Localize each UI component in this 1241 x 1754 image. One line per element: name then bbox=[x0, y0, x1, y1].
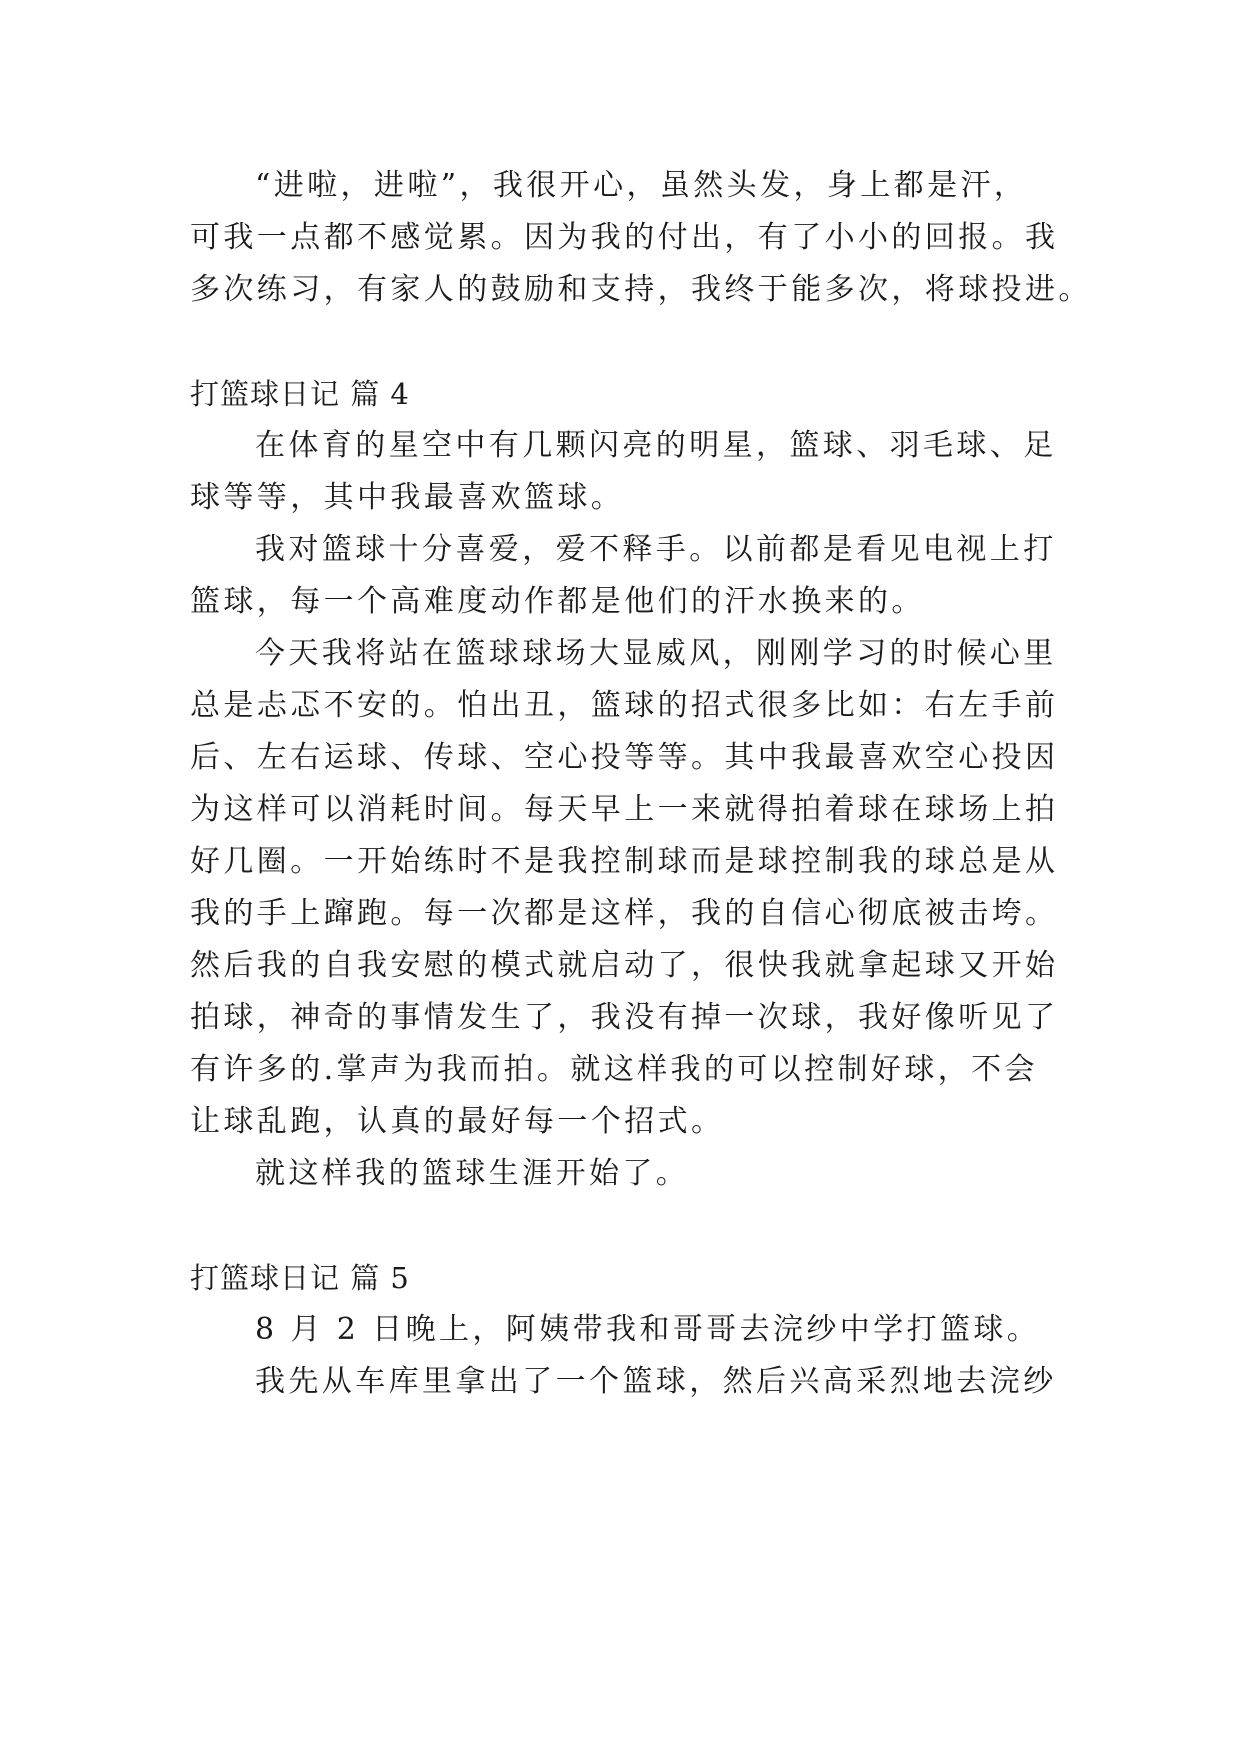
paragraph-line: 篮球，每一个高难度动作都是他们的汗水换来的。 bbox=[190, 584, 925, 619]
paragraph-line: 我先从车库里拿出了一个篮球，然后兴高采烈地去浣纱 bbox=[255, 1364, 1057, 1399]
paragraph-line: 可我一点都不感觉累。因为我的付出，有了小小的回报。我 bbox=[190, 220, 1059, 255]
paragraph-line: 让球乱跑，认真的最好每一个招式。 bbox=[190, 1104, 725, 1139]
paragraph-line: 8 月 2 日晚上，阿姨带我和哥哥去浣纱中学打篮球。 bbox=[255, 1312, 1041, 1347]
section-heading: 打篮球日记 篇 4 bbox=[190, 377, 410, 411]
paragraph-line: 球等等，其中我最喜欢篮球。 bbox=[190, 480, 625, 515]
section-heading: 打篮球日记 篇 5 bbox=[190, 1261, 410, 1295]
paragraph-line: 多次练习，有家人的鼓励和支持，我终于能多次，将球投进。 bbox=[190, 272, 1092, 307]
paragraph-line: 今天我将站在篮球球场大显威风，刚刚学习的时候心里 bbox=[255, 636, 1057, 671]
paragraph-line: 拍球，神奇的事情发生了，我没有掉一次球，我好像听见了 bbox=[190, 1000, 1059, 1035]
paragraph-line: “进啦，进啦”，我很开心，虽然头发，身上都是汗， bbox=[255, 168, 1028, 203]
paragraph-line: 我的手上蹿跑。每一次都是这样，我的自信心彻底被击垮。 bbox=[190, 896, 1059, 931]
paragraph-line: 在体育的星空中有几颗闪亮的明星，篮球、羽毛球、足 bbox=[255, 428, 1057, 463]
paragraph-line: 然后我的自我安慰的模式就启动了，很快我就拿起球又开始 bbox=[190, 948, 1059, 983]
paragraph-line: 为这样可以消耗时间。每天早上一来就得拍着球在球场上拍 bbox=[190, 792, 1059, 827]
paragraph-line: 总是忐忑不安的。怕出丑，篮球的招式很多比如：右左手前 bbox=[190, 688, 1059, 723]
paragraph-line: 就这样我的篮球生涯开始了。 bbox=[255, 1156, 690, 1191]
paragraph-line: 有许多的.掌声为我而拍。就这样我的可以控制好球，不会 bbox=[190, 1052, 1038, 1087]
paragraph-line: 后、左右运球、传球、空心投等等。其中我最喜欢空心投因 bbox=[190, 740, 1059, 775]
paragraph-line: 好几圈。一开始练时不是我控制球而是球控制我的球总是从 bbox=[190, 844, 1059, 879]
paragraph-line: 我对篮球十分喜爱，爱不释手。以前都是看见电视上打 bbox=[255, 532, 1057, 567]
